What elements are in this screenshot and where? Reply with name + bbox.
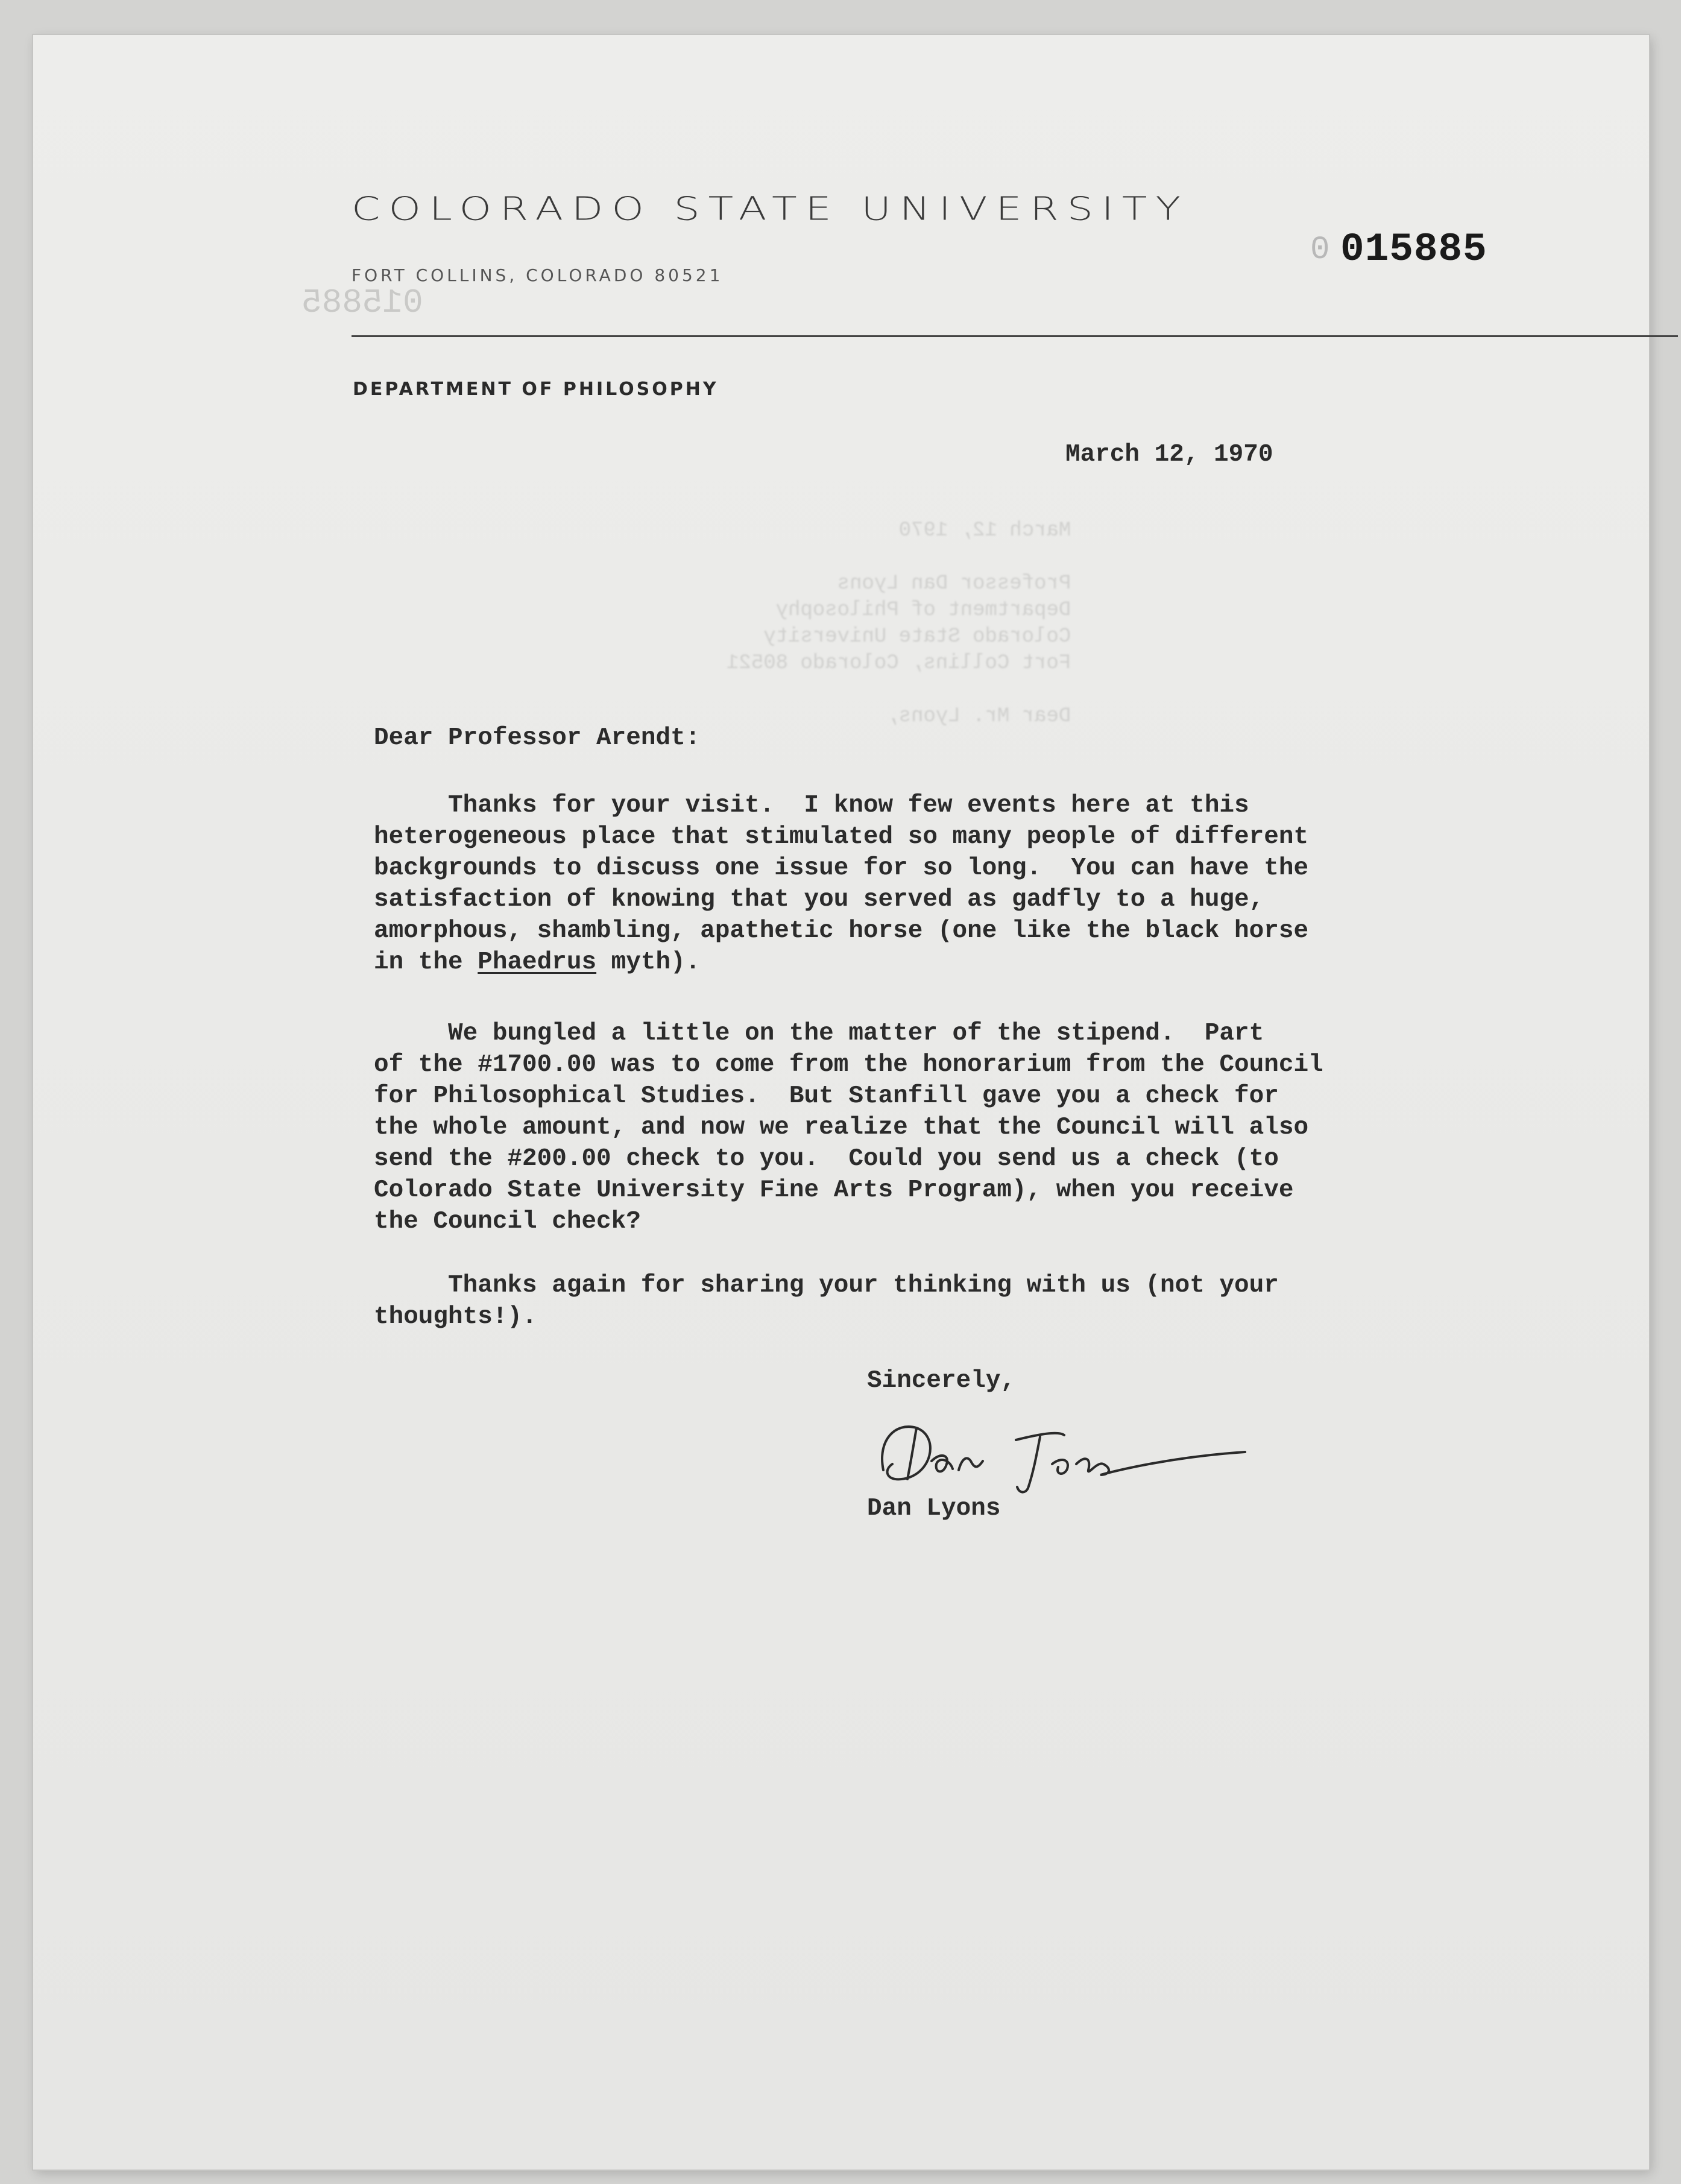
paragraph-closing-thanks — [374, 1270, 1441, 1333]
para1-line: satisfaction of knowing that you served as gadfly to a huge, — [374, 886, 1264, 914]
para2-line: We bungled a little on the matter of the stipend. Part — [374, 1020, 1264, 1047]
para2-line: Colorado State University Fine Arts Program), when you receive — [374, 1176, 1294, 1204]
university-letterhead: COLORADO STATE UNIVERSITY — [352, 191, 1189, 228]
para3-line: thoughts!). — [374, 1303, 537, 1331]
letter-date: March 12, 1970 — [1065, 441, 1273, 469]
para2-line: for Philosophical Studies. But Stanfill gave you a check for — [374, 1082, 1279, 1110]
para1-line: amorphous, shambling, apathetic horse (one like the black horse — [374, 917, 1309, 945]
signer-name: Dan Lyons — [867, 1495, 1001, 1523]
para3-line: Thanks again for sharing your thinking with us (not your — [374, 1272, 1279, 1299]
paragraph-stipend — [374, 1018, 1441, 1237]
letterhead-address: FORT COLLINS, COLORADO 80521 — [352, 265, 724, 285]
para2-line: send the #200.00 check to you. Could you send us a check (to — [374, 1145, 1279, 1173]
para1-line: heterogeneous place that stimulated so many people of different — [374, 823, 1309, 851]
salutation: Dear Professor Arendt: — [374, 724, 701, 752]
department-heading: DEPARTMENT OF PHILOSOPHY — [353, 379, 719, 400]
letterhead-rule — [352, 335, 1678, 337]
para1-line: Thanks for your visit. I know few events here at this — [374, 792, 1249, 819]
para1-line: in the — [374, 948, 478, 976]
paragraph-thanks — [374, 790, 1441, 978]
phaedrus-underlined: Phaedrus — [478, 948, 597, 976]
para2-line: the whole amount, and now we realize that the Council will also — [374, 1114, 1309, 1141]
closing: Sincerely, — [867, 1367, 1016, 1395]
letter-page — [33, 35, 1649, 2170]
para1-line-end: myth). — [596, 948, 701, 976]
handwritten-signature — [859, 1404, 1269, 1500]
bleed-through-text: March 12, 1970 Professor Dan Lyons Department of Philosophy Colorado State University Fort Collins, Colorado 80521 Dear Mr. Lyons, — [727, 519, 1071, 728]
archive-number-prefix: 0 — [1310, 232, 1330, 268]
para2-line: the Council check? — [374, 1208, 641, 1236]
archive-number-stamp: 015885 — [1340, 227, 1487, 272]
bleed-through-number: 015885 — [301, 283, 423, 322]
para2-line: of the #1700.00 was to come from the honorarium from the Council — [374, 1051, 1323, 1079]
para1-line: backgrounds to discuss one issue for so long. You can have the — [374, 854, 1309, 882]
